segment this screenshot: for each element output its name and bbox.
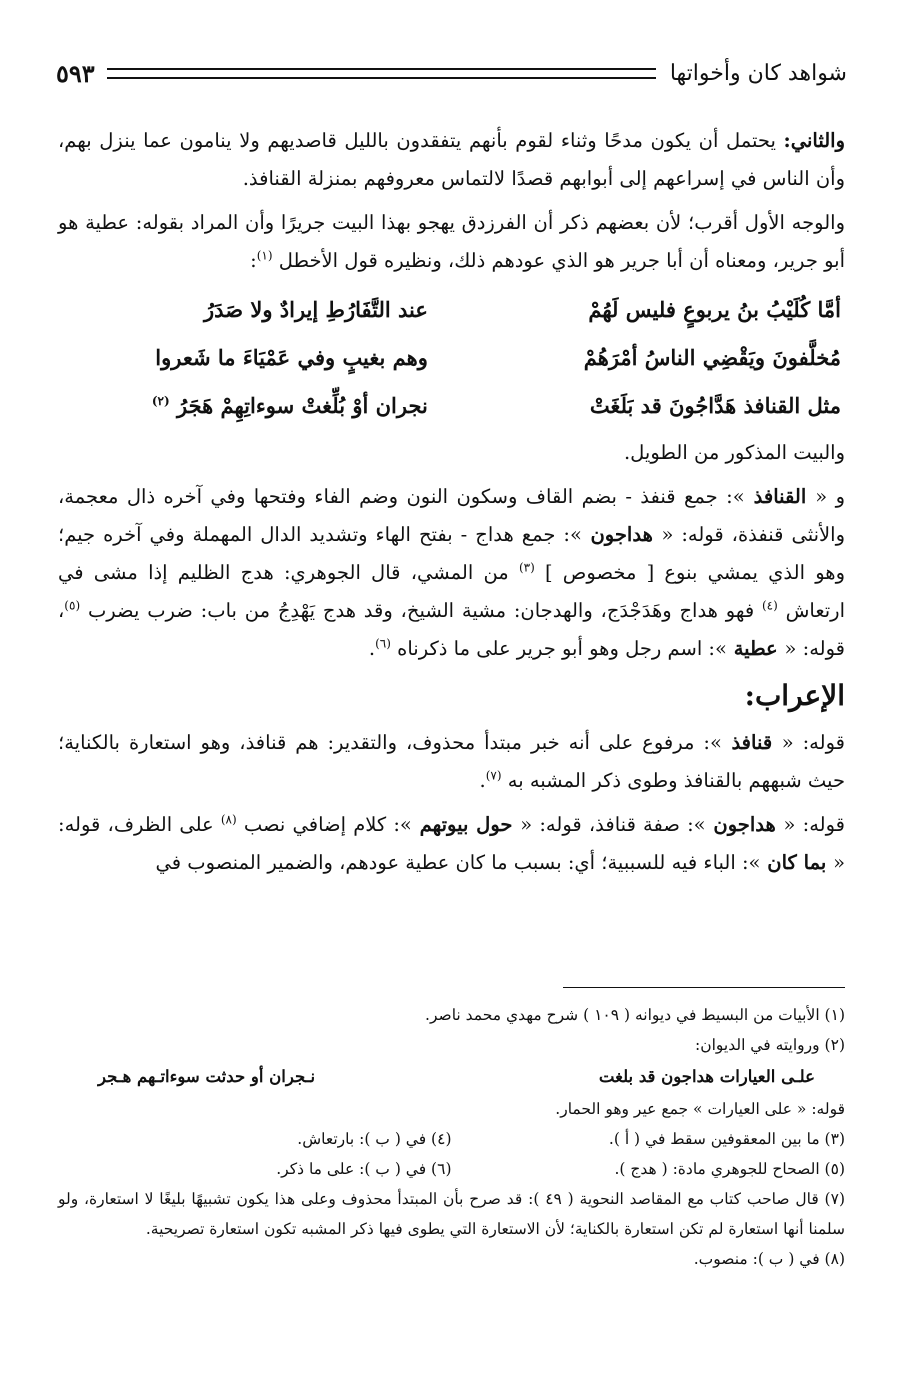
- footnote-pair: [58, 1124, 845, 1154]
- paragraph-second-meaning: [58, 122, 845, 198]
- verse-second-half: وهم بغيبٍ وفي عَمْيَاءَ ما شَعروا: [155, 345, 428, 370]
- verse-first-half: علـى العيارات هداجون قد بلغت: [598, 1067, 815, 1086]
- paragraph-text: يحتمل أن يكون مدحًا وثناء لقوم بأنهم يتفقدون بالليل قاصديهم ولا ينامون عما ينزل بهم، وأن الناس في إسراعهم إلى أبوابهم قصدًا لالتماس معروفهم بمنزلة القنافذ.: [58, 129, 845, 190]
- glossed-term: القنافذ: [744, 485, 816, 508]
- footnote-separator: [563, 987, 845, 988]
- glossed-term: هداجون: [581, 523, 662, 546]
- glossed-term: هداجون: [705, 813, 784, 836]
- glossed-term: حول بيوتهم: [411, 813, 521, 836]
- paragraph-irab-2: [58, 806, 845, 882]
- poem: [58, 286, 845, 430]
- text-run: قوله: «: [781, 731, 845, 754]
- footnote-ref: (٤): [761, 598, 778, 613]
- verse-line: [58, 382, 845, 430]
- text-run: .: [479, 769, 486, 792]
- footnote-3: (٣) ما بين المعقوفين سقط في ( أ ).: [608, 1130, 845, 1148]
- footnote-ref: (٧): [485, 768, 502, 783]
- main-text: [58, 122, 845, 888]
- paragraph-first-meaning: [58, 204, 845, 280]
- footnote-2-note: قوله: « على العيارات » جمع عير وهو الحمار.: [555, 1100, 845, 1118]
- footnotes: [58, 1000, 845, 1274]
- text-run: ، قوله: «: [58, 599, 845, 660]
- text-run: .: [368, 637, 376, 660]
- paragraph-vocabulary: [58, 478, 845, 668]
- text-run: فهو هداج وهَدَجْدَج، والهدجان: مشية الشيخ، وقد هدج يَهْدِجُ من باب: ضرب يضرب: [87, 599, 762, 622]
- paragraph-lead: والثاني:: [783, 129, 845, 152]
- punctuation: :: [250, 249, 257, 272]
- glossed-term: عطية: [726, 637, 785, 660]
- text-run: من المشي، قال الجوهري: هدج الظليم إذا مشى في ارتعاش: [58, 561, 846, 622]
- text-run: على الظرف، قوله: «: [58, 813, 845, 874]
- footnote-5: (٥) الصحاح للجوهري مادة: ( هدج ).: [614, 1160, 845, 1178]
- section-heading-irab: الإعراب:: [744, 679, 845, 712]
- footnote-2: (٢) وروايته في الديوان:: [694, 1036, 845, 1054]
- footnote-ref: (٦): [375, 636, 391, 651]
- page-header: [56, 56, 847, 90]
- verse-first-half: مثل القنافذ هَدَّاجُونَ قد بَلَغَتْ: [589, 393, 841, 418]
- verse-second-half: عند التَّفَارُطِ إيرادٌ ولا صَدَرُ: [204, 297, 428, 322]
- footnote-1: (١) الأبيات من البسيط في ديوانه ( ١٠٩ ) شرح مهدي محمد ناصر.: [425, 1006, 845, 1024]
- verse-text: نجران أوْ بُلِّغتْ سوءاتِهِمْ هَجَرُ: [177, 393, 428, 418]
- text-run: »: جمع هداج - بفتح الهاء وتشديد الدال المهملة وفي آخره جيم؛ وهو الذي يمشي بنوع [ مخصوص ]: [58, 523, 845, 584]
- text-run: »: كلام إضافي نصب: [243, 813, 412, 836]
- verse-second-half: [76, 382, 428, 430]
- footnote-ref: (١): [256, 248, 273, 263]
- footnote-ref: (٨): [220, 812, 237, 827]
- footnote-verse: [58, 1060, 845, 1094]
- footnote-4: (٤) في ( ب ): بارتعاش.: [297, 1130, 452, 1148]
- text-run: »: مرفوع على أنه خبر مبتدأ محذوف، والتقدير: هم قنافذ، وهو استعارة بالكناية؛ حيث شبههم بالقنافذ وطوى ذكر المشبه به: [58, 731, 845, 792]
- text-run: »: اسم رجل وهو أبو جرير على ما ذكرناه: [397, 637, 727, 660]
- text-run: »: جمع قنفذ - بضم القاف وسكون النون وضم الفاء وفتحها وفي آخره ذال معجمة، والأنثى قنفذة، قوله: «: [58, 485, 845, 546]
- verse-line: [58, 334, 845, 382]
- verse-first-half: أمَّا كُلَيْبُ بنُ يربوعٍ فليس لَهُمْ: [588, 297, 841, 322]
- footnote-ref: (٣): [518, 560, 535, 575]
- text-run: قوله: «: [783, 813, 845, 836]
- header-rule: [107, 68, 656, 79]
- text-run: »: الباء فيه للسببية؛ أي: بسبب ما كان عطية عودهم، والضمير المنصوب في: [155, 851, 761, 874]
- glossed-term: قنافذ: [721, 731, 782, 754]
- verse-second-half: نـجران أو حدثت سوءاتـهم هـجر: [98, 1067, 316, 1086]
- page-number: ٥٩٣: [56, 58, 95, 88]
- glossed-term: بما كان: [760, 851, 834, 874]
- paragraph-text: والوجه الأول أقرب؛ لأن بعضهم ذكر أن الفرزدق يهجو بهذا البيت جريرًا وأن المراد بقوله: عطية هو أبو جرير، ومعناه أن أبا جرير هو الذي عودهم ذلك، ونظيره قول الأخطل: [58, 211, 845, 272]
- footnote-pair: [58, 1154, 845, 1184]
- verse-first-half: مُخلَّفونَ ويَقْضِي الناسُ أمْرَهُمْ: [583, 345, 841, 370]
- paragraph-meter: والبيت المذكور من الطويل.: [623, 441, 845, 464]
- running-title: شواهد كان وأخواتها: [669, 60, 847, 86]
- footnote-8: (٨) في ( ب ): منصوب.: [693, 1250, 845, 1268]
- paragraph-irab-1: [58, 724, 845, 800]
- text-run: و «: [815, 485, 846, 508]
- footnote-ref: (٥): [64, 598, 81, 613]
- footnote-7: (٧) قال صاحب كتاب مع المقاصد النحوية ( ٤٩ ): قد صرح بأن المبتدأ محذوف وعلى هذا يكون تشبيهًا بليغًا لا استعارة، ولو سلمنا أنها استعارة لم تكن استعارة بالكناية؛ لأن الاستعارة التي يطوى فيها ذكر المشبه تكون استعارة تصريحية.: [58, 1190, 845, 1238]
- footnote-6: (٦) في ( ب ): على ما ذكر.: [276, 1160, 452, 1178]
- text-run: »: صفة قنافذ، قوله: «: [520, 813, 706, 836]
- verse-line: [58, 286, 845, 334]
- footnote-ref: (٢): [151, 394, 170, 408]
